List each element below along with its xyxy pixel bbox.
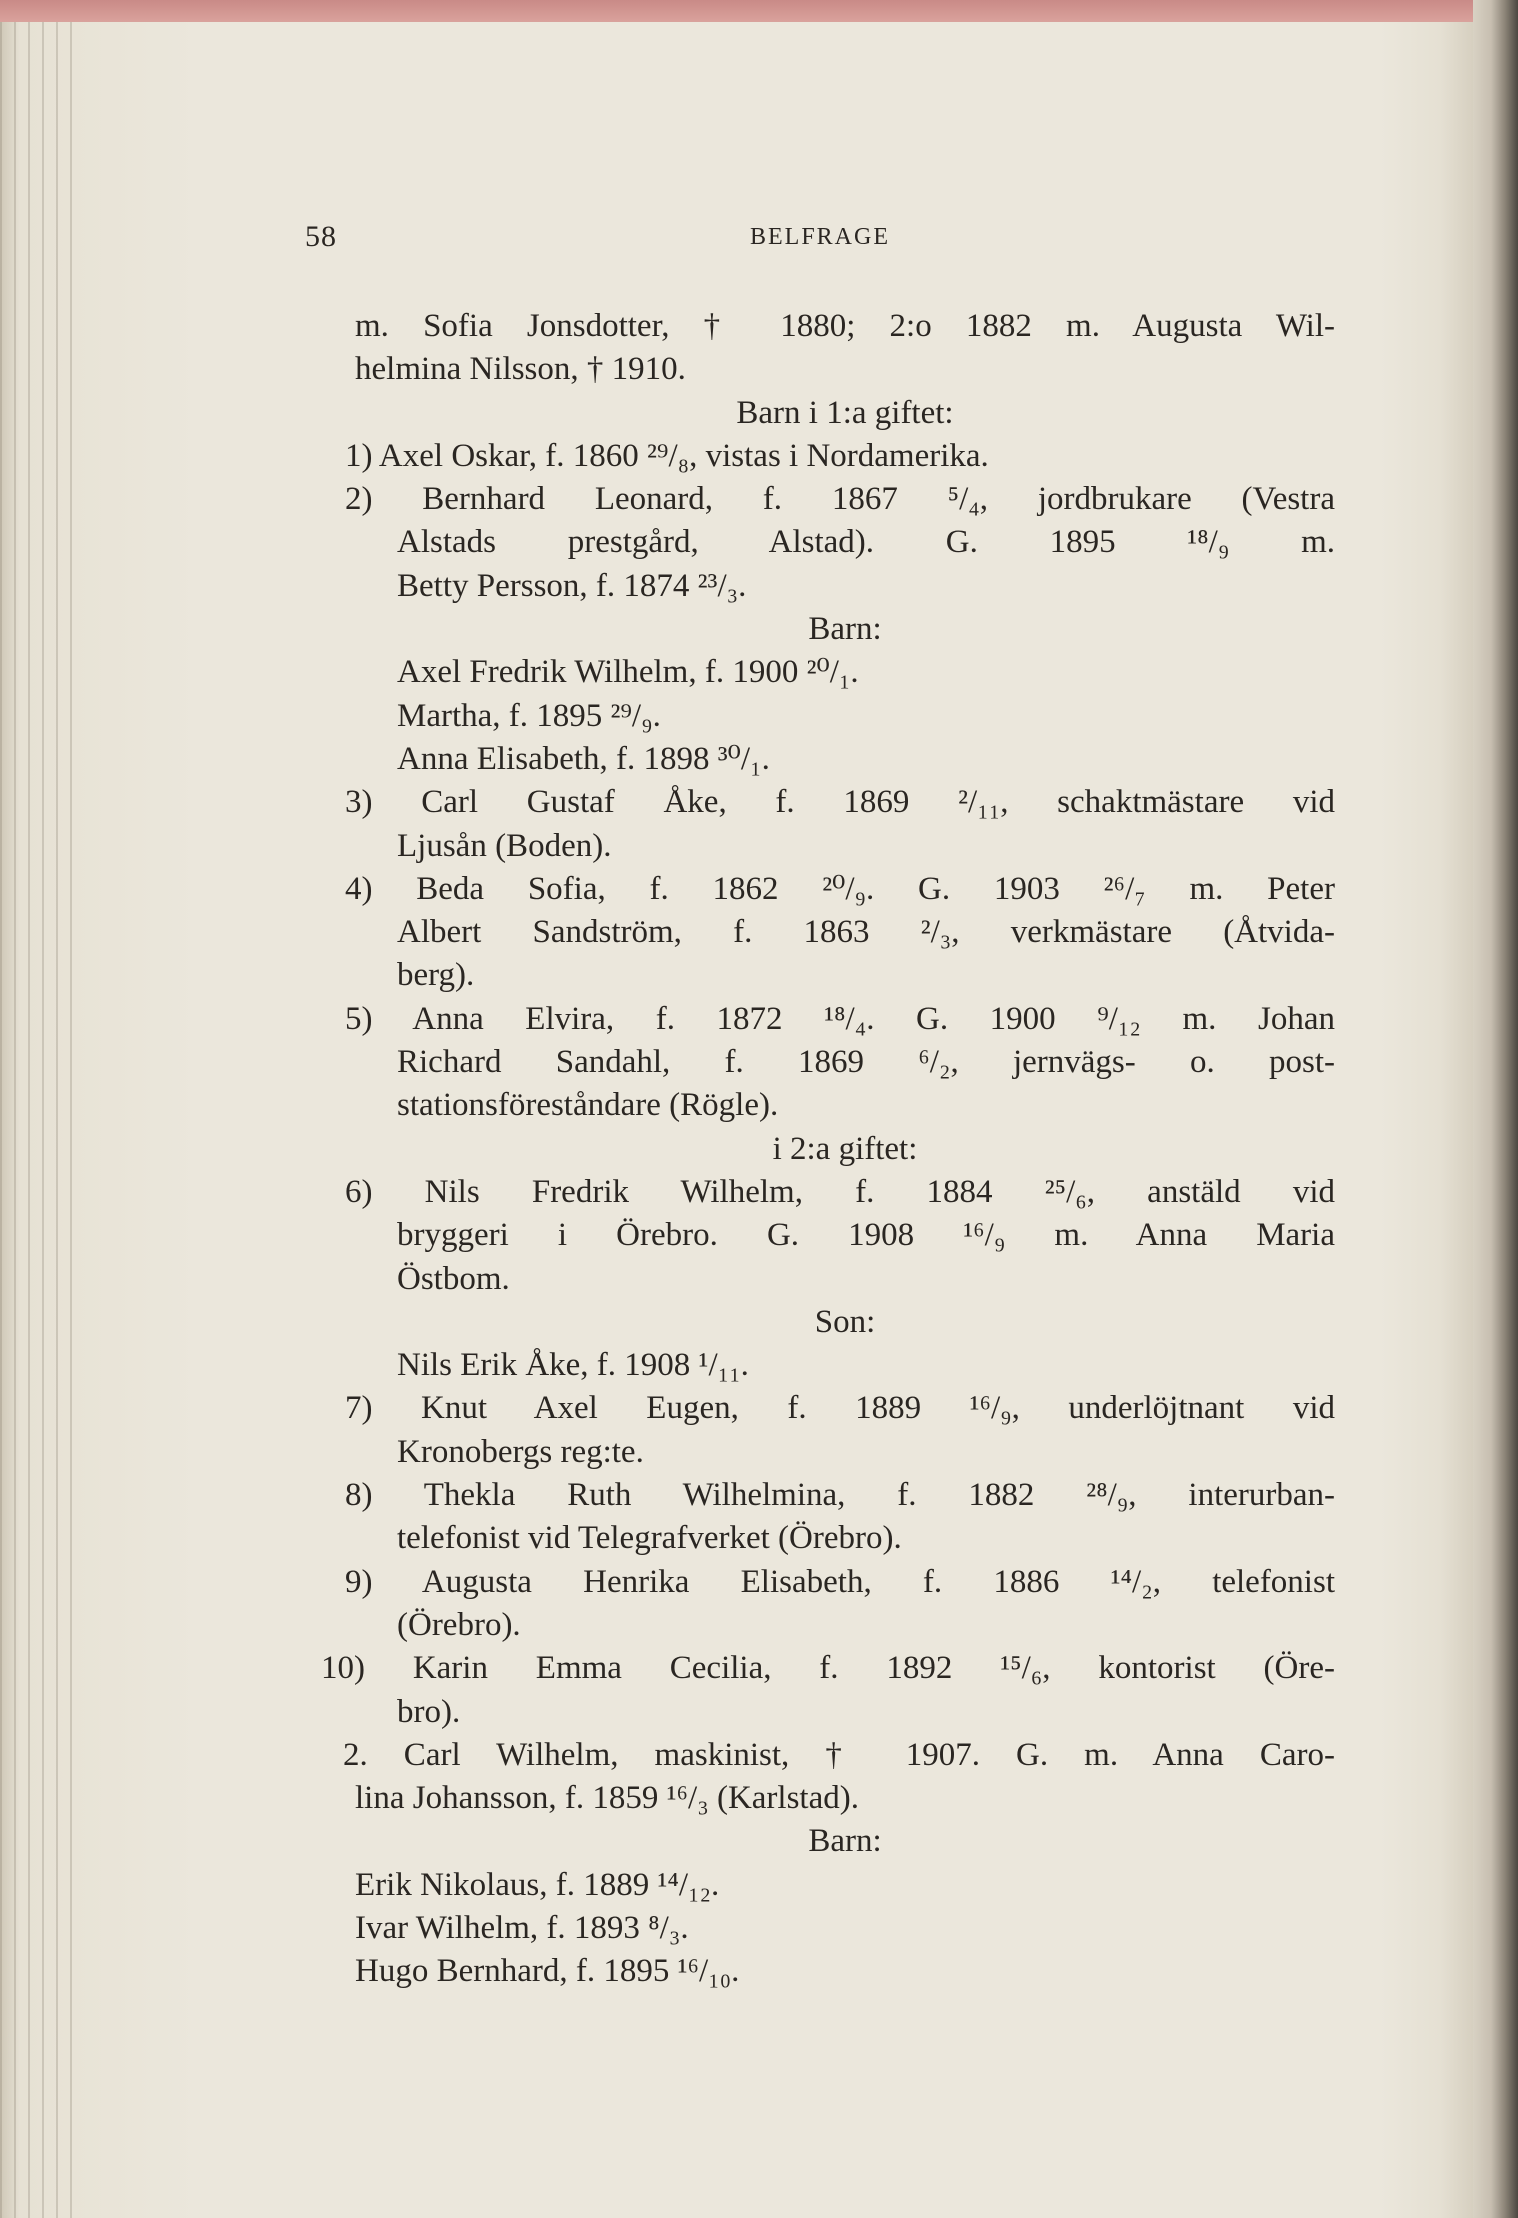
text-line: Son: [814, 1303, 876, 1340]
text-line: m. Sofia Jonsdotter, † 1880; 2:o 1882 m. Augusta Wil- [355, 308, 1335, 344]
text-line: Erik Nikolaus, f. 1889 ¹⁴/₁₂. [355, 1866, 720, 1903]
text-line: 2. Carl Wilhelm, maskinist, † 1907. G. m. Anna Caro- [343, 1736, 1335, 1773]
text-line: 3) Carl Gustaf Åke, f. 1869 ²/₁₁, schaktmästare vid [345, 784, 1335, 821]
page-number: 58 [305, 220, 337, 253]
text-line: stationsföreståndare (Rögle). [397, 1087, 779, 1124]
text-line: 1) Axel Oskar, f. 1860 ²⁹/₈, vistas i Nordamerika. [345, 437, 989, 474]
book-edge-right [1473, 0, 1518, 2218]
page-gutter [0, 22, 80, 2218]
text-line: Anna Elisabeth, f. 1898 ³⁰/₁. [397, 740, 770, 777]
text-line: Nils Erik Åke, f. 1908 ¹/₁₁. [397, 1347, 749, 1384]
text-line: Barn i 1:a giftet: [736, 394, 954, 431]
text-line: Betty Persson, f. 1874 ²³/₃. [397, 567, 747, 604]
text-line: helmina Nilsson, † 1910. [355, 351, 686, 388]
page-header [305, 220, 1335, 270]
text-line: 8) Thekla Ruth Wilhelmina, f. 1882 ²⁸/₉, interurban- [345, 1477, 1335, 1514]
text-line: bryggeri i Örebro. G. 1908 ¹⁶/₉ m. Anna Maria [397, 1217, 1335, 1254]
text-line: 9) Augusta Henrika Elisabeth, f. 1886 ¹⁴/₂, telefonist [345, 1563, 1335, 1600]
running-head: BELFRAGE [749, 224, 890, 250]
text-line: Barn: [808, 611, 882, 648]
text-line: Albert Sandström, f. 1863 ²/₃, verkmästare (Åtvida- [397, 914, 1335, 951]
text-line: lina Johansson, f. 1859 ¹⁶/₃ (Karlstad). [355, 1780, 859, 1817]
text-line: Axel Fredrik Wilhelm, f. 1900 ²⁰/₁. [397, 654, 859, 691]
text-line: Ivar Wilhelm, f. 1893 ⁸/₃. [355, 1909, 689, 1946]
text-line: 5) Anna Elvira, f. 1872 ¹⁸/₄. G. 1900 ⁹/₁₂ m. Johan [345, 1000, 1335, 1037]
text-line: Ljusån (Boden). [397, 827, 612, 864]
text-line: 4) Beda Sofia, f. 1862 ²⁰/₉. G. 1903 ²⁶/₇ m. Peter [345, 870, 1335, 907]
text-line: Kronobergs reg:te. [397, 1433, 644, 1470]
text-line: Richard Sandahl, f. 1869 ⁶/₂, jernvägs- o. post- [397, 1044, 1335, 1081]
text-line: telefonist vid Telegrafverket (Örebro). [397, 1520, 902, 1557]
text-line: i 2:a giftet: [772, 1130, 918, 1167]
text-line: 10) Karin Emma Cecilia, f. 1892 ¹⁵/₆, kontorist (Öre- [321, 1650, 1335, 1687]
text-line: Barn: [808, 1823, 882, 1860]
text-line: Alstads prestgård, Alstad). G. 1895 ¹⁸/₉ m. [397, 524, 1335, 561]
text-line: 2) Bernhard Leonard, f. 1867 ⁵/₄, jordbrukare (Vestra [345, 481, 1335, 518]
text-line: bro). [397, 1693, 461, 1730]
text-line: Martha, f. 1895 ²⁹/₉. [397, 697, 661, 734]
page-body-text [321, 305, 1335, 1994]
text-line: (Örebro). [397, 1606, 521, 1643]
text-line: 6) Nils Fredrik Wilhelm, f. 1884 ²⁵/₆, anstäld vid [345, 1173, 1335, 1210]
text-line: berg). [397, 957, 475, 994]
text-line: Östbom. [397, 1260, 510, 1297]
text-line: 7) Knut Axel Eugen, f. 1889 ¹⁶/₉, underlöjtnant vid [345, 1390, 1335, 1427]
text-line: Hugo Bernhard, f. 1895 ¹⁶/₁₀. [355, 1953, 740, 1990]
